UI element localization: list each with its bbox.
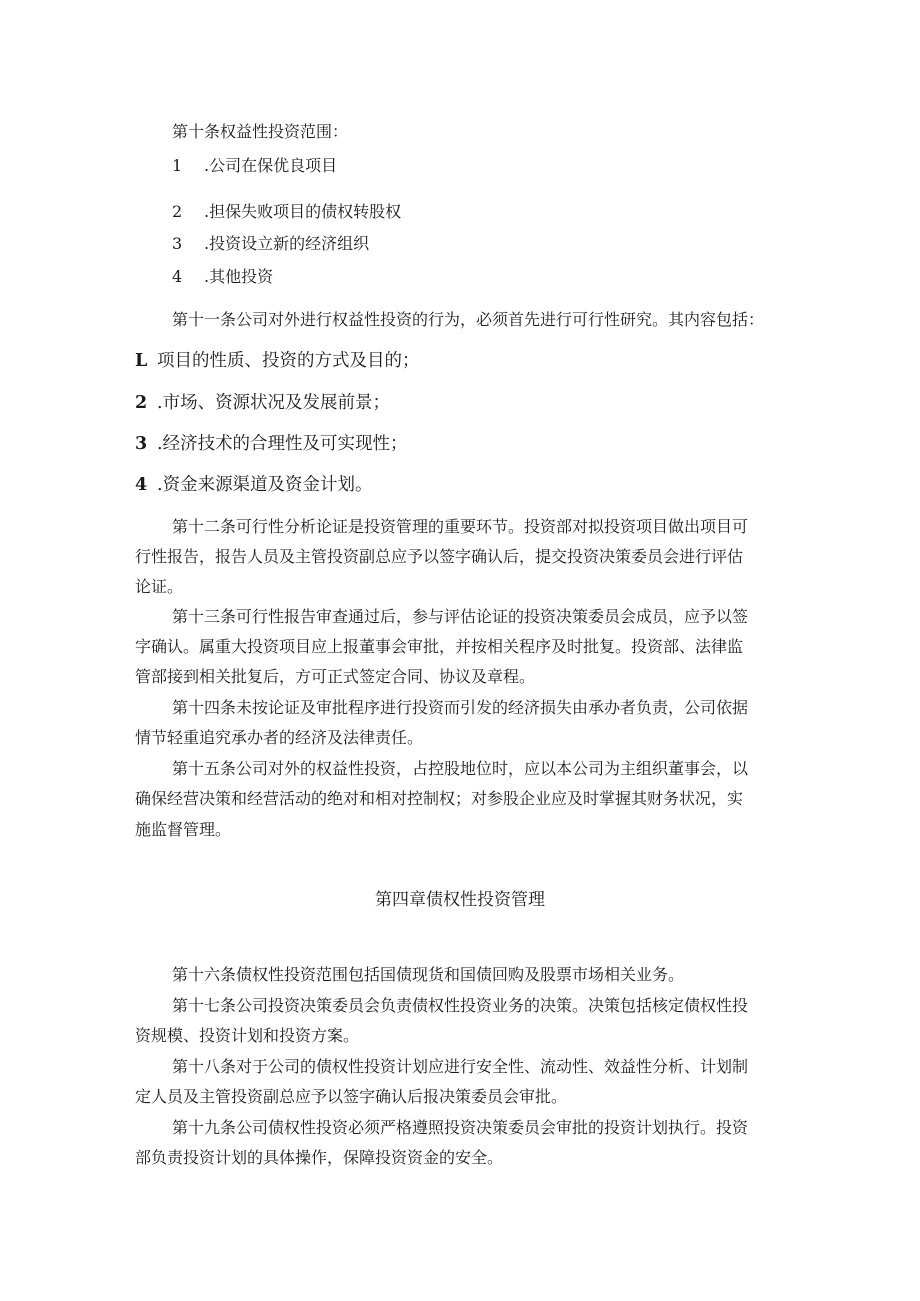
article-14-line: 情节轻重追究承办者的经济及法律责任。: [135, 728, 424, 747]
article-15-line: 施监督管理。: [135, 820, 232, 839]
range-item-1: [172, 155, 337, 177]
article-13-line: 字确认。属重大投资项目应上报董事会审批，并按相关程序及时批复。投资部、法律监: [135, 637, 744, 656]
article-17-line: 第十七条公司投资决策委员会负责债权性投资业务的决策。决策包括核定债权性投: [172, 996, 749, 1015]
article-13-line: 第十三条可行性报告审查通过后，参与评估论证的投资决策委员会成员，应予以签: [172, 607, 749, 626]
study-item-text: 项目的性质、投资的方式及目的；: [157, 351, 420, 371]
study-item-text: .市场、资源状况及发展前景；: [157, 393, 391, 413]
range-item-num: 2: [172, 202, 183, 221]
study-item-text: .经济技术的合理性及可实现性；: [157, 434, 408, 454]
range-item-num: 4: [172, 267, 183, 286]
study-item-num: 4: [135, 475, 148, 495]
article-16-line: 第十六条债权性投资范围包括国债现货和国债回购及股票市场相关业务。: [172, 965, 685, 984]
range-item-2: [172, 201, 401, 223]
study-item-num: L: [135, 351, 148, 371]
study-item-4: [135, 474, 373, 496]
range-item-3: [172, 233, 369, 255]
range-item-text: .投资设立新的经济组织: [204, 234, 370, 253]
range-item-4: [172, 266, 273, 288]
range-item-num: 1: [172, 156, 183, 175]
article-17-line: 资规模、投资计划和投资方案。: [135, 1026, 360, 1045]
range-item-text: .公司在保优良项目: [204, 156, 338, 175]
article-11-intro: 第十一条公司对外进行权益性投资的行为，必须首先进行可行性研究。其内容包括：: [172, 310, 765, 329]
study-item-1: [135, 350, 420, 372]
article-19-line: 第十九条公司债权性投资必须严格遵照投资决策委员会审批的投资计划执行。投资: [172, 1118, 749, 1137]
article-12-line: 论证。: [135, 577, 184, 596]
article-12-line: 第十二条可行性分析论证是投资管理的重要环节。投资部对拟投资项目做出项目可: [172, 517, 749, 536]
article-13-line: 管部接到相关批复后，方可正式签定合同、协议及章程。: [135, 667, 536, 686]
article-15-line: 第十五条公司对外的权益性投资，占控股地位时，应以本公司为主组织董事会，以: [172, 759, 749, 778]
study-item-num: 3: [135, 434, 148, 454]
article-18-line: 定人员及主管投资副总应予以签字确认后报决策委员会审批。: [135, 1087, 568, 1106]
range-item-num: 3: [172, 234, 183, 253]
study-item-num: 2: [135, 393, 148, 413]
article-15-line: 确保经营决策和经营活动的绝对和相对控制权；对参股企业应及时掌握其财务状况，实: [135, 789, 744, 808]
article-10-title: 第十条权益性投资范围：: [172, 122, 349, 141]
chapter-4-heading: 第四章债权性投资管理: [375, 890, 545, 910]
study-item-text: .资金来源渠道及资金计划。: [157, 475, 373, 495]
article-18-line: 第十八条对于公司的债权性投资计划应进行安全性、流动性、效益性分析、计划制: [172, 1057, 749, 1076]
article-14-line: 第十四条未按论证及审批程序进行投资而引发的经济损失由承办者负责，公司依据: [172, 698, 749, 717]
article-12-line: 行性报告，报告人员及主管投资副总应予以签字确认后，提交投资决策委员会进行评估: [135, 547, 744, 566]
study-item-3: [135, 433, 408, 455]
range-item-text: .其他投资: [204, 267, 274, 286]
article-19-line: 部负责投资计划的具体操作，保障投资资金的安全。: [135, 1148, 504, 1167]
range-item-text: .担保失败项目的债权转股权: [204, 202, 402, 221]
study-item-2: [135, 392, 390, 414]
